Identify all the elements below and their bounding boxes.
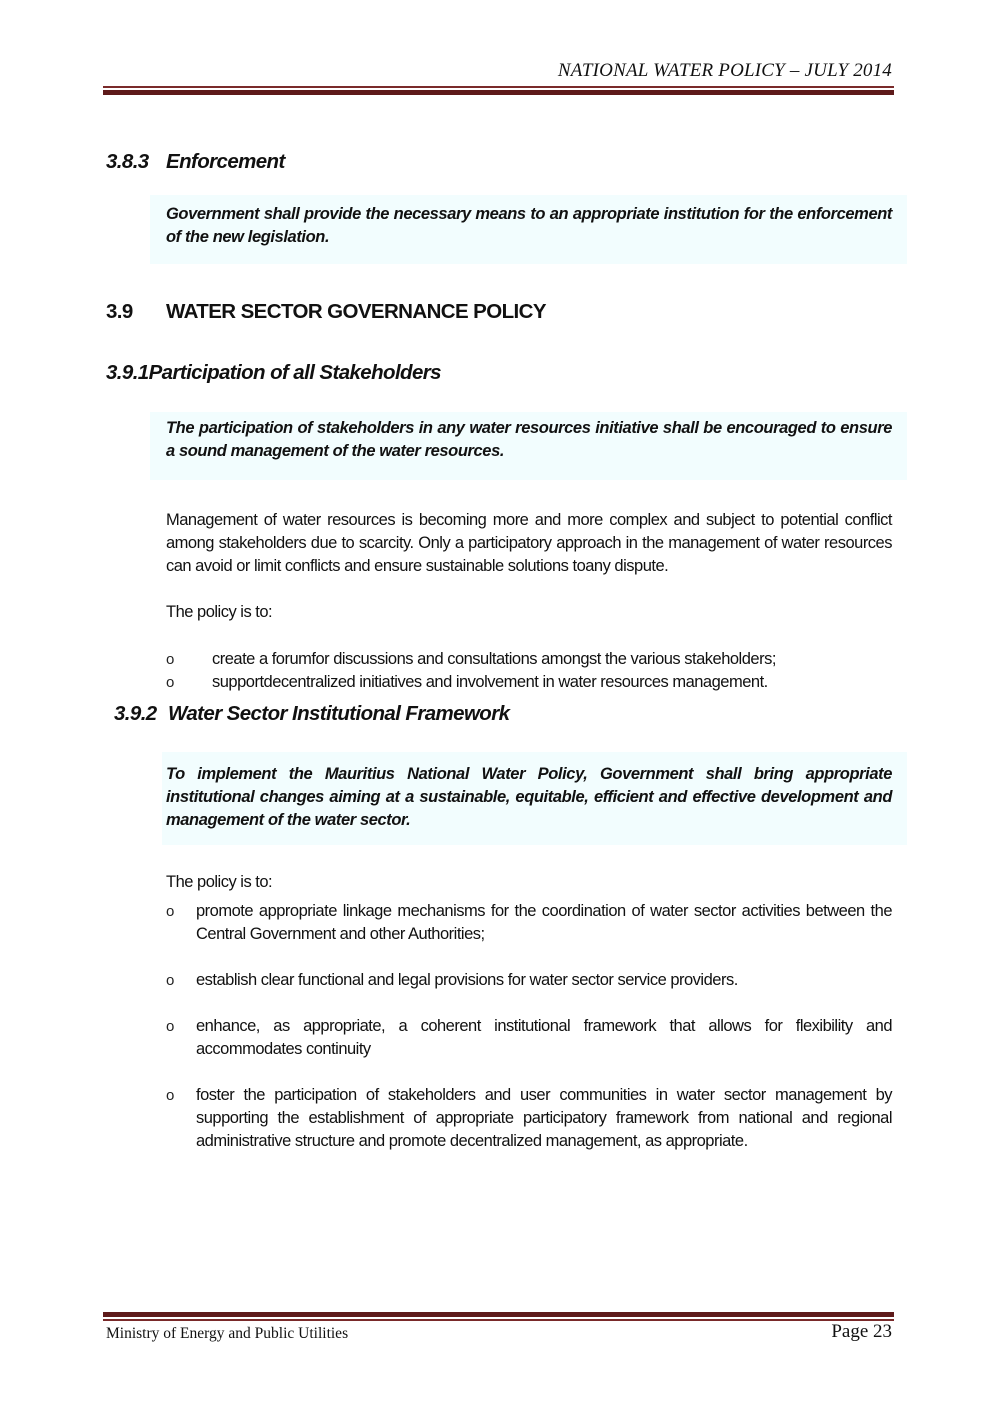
list-item: o enhance, as appropriate, a coherent institutional framework that allows for flexibility and accommodates continuity <box>166 1015 892 1061</box>
hollow-circle-icon: o <box>166 674 174 691</box>
list-item: o supportdecentralized initiatives and involvement in water resources management. <box>166 671 892 694</box>
heading-3-9-1 <box>106 361 441 385</box>
list-item: o create a forumfor discussions and consultations amongst the various stakeholders; <box>166 648 892 671</box>
footer-rule <box>103 1312 894 1321</box>
policy-intro-3-9-2: The policy is to: <box>166 873 273 891</box>
section-number: 3.8.3 <box>106 150 149 173</box>
bullet-list-3-9-1 <box>166 648 892 694</box>
hollow-circle-icon: o <box>166 651 174 668</box>
paragraph-participation: Management of water resources is becoming more and more complex and subject to potential conflict among stakeholders due to scarcity. Only a participatory approach in the management of water resources can avoid or limit conflicts and ensure sustainable solutions toany dispute. <box>166 511 892 575</box>
section-number: 3.9.1 <box>106 361 149 384</box>
section-title: Water Sector Institutional Framework <box>168 702 510 725</box>
page-number: Page 23 <box>831 1321 892 1342</box>
bullet-list-3-9-2 <box>166 900 892 1153</box>
policy-box-participation <box>150 412 907 480</box>
heading-3-8-3 <box>106 150 285 174</box>
hollow-circle-icon: o <box>166 1018 174 1035</box>
section-title: WATER SECTOR GOVERNANCE POLICY <box>166 300 546 323</box>
hollow-circle-icon: o <box>166 972 174 989</box>
header-rule <box>103 86 894 95</box>
section-title: Enforcement <box>166 150 285 173</box>
section-number: 3.9 <box>106 300 133 323</box>
hollow-circle-icon: o <box>166 1087 174 1104</box>
section-number: 3.9.2 <box>114 702 157 725</box>
policy-box-institutional <box>162 752 907 845</box>
heading-3-9 <box>106 300 546 324</box>
policy-intro-3-9-1: The policy is to: <box>166 603 273 621</box>
running-header-title: NATIONAL WATER POLICY – JULY 2014 <box>557 60 892 81</box>
list-item: o foster the participation of stakeholders and user communities in water sector management by supporting the establishment of appropriate participatory framework from national and regional administrative structure and promote decentralized management, as appropriate. <box>166 1084 892 1153</box>
policy-statement: To implement the Mauritius National Water Policy, Government shall bring appropriate institutional changes aiming at a sustainable, equitable, efficient and effective development and management of the water sector. <box>166 765 892 829</box>
footer-ministry: Ministry of Energy and Public Utilities <box>106 1325 349 1342</box>
policy-statement: Government shall provide the necessary means to an appropriate institution for the enforcement of the new legislation. <box>166 205 892 246</box>
hollow-circle-icon: o <box>166 903 174 920</box>
policy-box-enforcement <box>150 195 907 264</box>
policy-statement: The participation of stakeholders in any water resources initiative shall be encouraged to ensure a sound management of the water resources. <box>166 419 892 460</box>
list-item: o promote appropriate linkage mechanisms for the coordination of water sector activities between the Central Government and other Authorities; <box>166 900 892 946</box>
list-item: o establish clear functional and legal provisions for water sector service providers. <box>166 969 892 992</box>
section-title: Participation of all Stakeholders <box>148 361 441 384</box>
heading-3-9-2 <box>114 702 509 726</box>
